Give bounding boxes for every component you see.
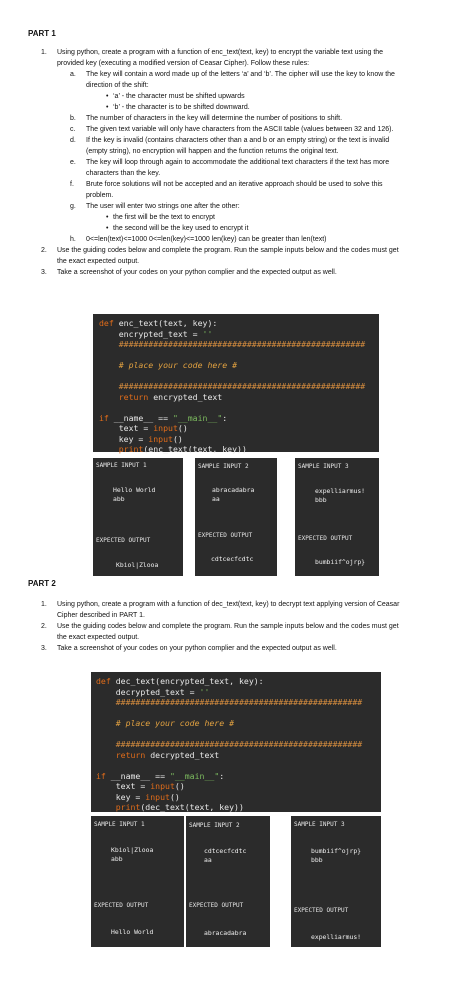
part1-sample-1: SAMPLE INPUT 1 Hello World abb EXPECTED OUTPUT Kbiol|Zlooa (93, 458, 183, 576)
list-item-text: If the key is invalid (contains characters other than a and b or an empty string) or the text is invalid (86, 137, 390, 144)
part2-sample-3: SAMPLE INPUT 3 bumbiif^ojrp} bbb EXPECTED OUTPUT expelliarmus! (291, 816, 381, 947)
list-marker: 2. (41, 247, 47, 254)
list-item-text: direction of the shift: (86, 82, 149, 89)
list-marker: b. (70, 115, 76, 122)
part1-sample-2: SAMPLE INPUT 2 abracadabra aa EXPECTED OUTPUT cdtcecfcdtc (195, 458, 277, 576)
list-item-text: the exact expected output. (57, 634, 140, 641)
list-marker: f. (70, 181, 74, 188)
list-item-text: Using python, create a program with a function of dec_text(text, key) to decrypt text applying version of Ceasar (57, 601, 400, 608)
list-item-text: The key will loop through again to accommodate the additional text characters if the text has more (86, 159, 390, 166)
list-marker: • (106, 104, 109, 111)
sample-input: cdtcecfcdtc aa (204, 847, 247, 864)
list-marker: • (106, 93, 109, 100)
list-item-text: The user will enter two strings one after the other: (86, 203, 240, 210)
list-marker: 1. (41, 601, 47, 608)
sample-input: Kbiol|Zlooa abb (111, 846, 154, 863)
list-item-text: Use the guiding codes below and complete the program. Run the sample inputs below and the codes must get (57, 247, 399, 254)
part2-sample-2: SAMPLE INPUT 2 cdtcecfcdtc aa EXPECTED OUTPUT abracadabra (186, 816, 270, 947)
list-item-text: Cipher described in PART 1. (57, 612, 145, 619)
list-item-text: The key will contain a word made up of the letters ‘a’ and ‘b’. The cipher will use the key to know the (86, 71, 395, 78)
sample-output: Kbiol|Zlooa (116, 561, 159, 569)
list-item-text: ‘a’ - the character must be shifted upwards (113, 93, 245, 100)
list-marker: 3. (41, 269, 47, 276)
list-item-text: ‘b’ - the character is to be shifted downward. (113, 104, 250, 111)
list-marker: • (106, 225, 109, 232)
list-item-text: Take a screenshot of your codes on your python complier and the expected output as well. (57, 645, 337, 652)
part1-heading: PART 1 (28, 29, 56, 38)
list-marker: g. (70, 203, 76, 210)
sample-input: abracadabra aa (212, 486, 255, 503)
part2-sample-1: SAMPLE INPUT 1 Kbiol|Zlooa abb EXPECTED OUTPUT Hello World (91, 816, 184, 947)
list-marker: e. (70, 159, 76, 166)
list-marker: 3. (41, 645, 47, 652)
list-item-text: Use the guiding codes below and complete the program. Run the sample inputs below and the codes must get (57, 623, 399, 630)
list-item-text: problem. (86, 192, 114, 199)
list-marker: h. (70, 236, 76, 243)
list-marker: d. (70, 137, 76, 144)
list-item-text: provided key (executing a modified version of Ceasar Cipher). Follow these rules: (57, 60, 310, 67)
list-item-text: The number of characters in the key will determine the number of positions to shift. (86, 115, 343, 122)
list-item-text: the first will be the text to encrypt (113, 214, 215, 221)
list-item-text: characters than the key. (86, 170, 161, 177)
list-marker: • (106, 214, 109, 221)
sample-input: Hello World abb (113, 486, 156, 503)
part1-code: def enc_text(text, key): encrypted_text = '' ################################################## # place your code here # ################################################## return encrypted_text if __name__ == "__main__": text = input() key = input() print(enc_text(text, key)) (99, 318, 366, 454)
list-marker: c. (70, 126, 76, 133)
sample-output: Hello World (111, 928, 154, 936)
list-marker: a. (70, 71, 76, 78)
part1-code-block (93, 314, 379, 452)
list-item-text: (empty string), no encryption will happen and the function returns the original text. (86, 148, 339, 155)
list-item-text: Brute force solutions will not be accepted and an iterative approach should be used to solve this (86, 181, 383, 188)
list-item-text: the exact expected output. (57, 258, 140, 265)
sample-output: cdtcecfcdtc (211, 555, 254, 563)
part2-heading: PART 2 (28, 579, 56, 588)
part2-code: def dec_text(encrypted_text, key): decrypted_text = '' ################################################## # place your code here # ################################################## return decrypted_text if __name__ == "__main__": text = input() key = input() print(dec_text(text, key)) (96, 676, 363, 812)
list-item-text: the second will be the key used to encrypt it (113, 225, 249, 232)
list-item-text: Take a screenshot of your codes on your python complier and the expected output as well. (57, 269, 337, 276)
list-marker: 2. (41, 623, 47, 630)
list-item-text: 0<=len(text)<=1000 0<=len(key)<=1000 len(key) can be greater than len(text) (86, 236, 327, 243)
sample-output: expelliarmus! (311, 933, 362, 941)
sample-input: expelliarmus! bbb (315, 487, 366, 504)
sample-output: bumbiif^ojrp} (315, 558, 366, 566)
sample-input: bumbiif^ojrp} bbb (311, 847, 362, 864)
part2-code-block (91, 672, 381, 812)
list-item-text: The given text variable will only have characters from the ASCII table (values between 32 and 126). (86, 126, 394, 133)
part1-sample-3: SAMPLE INPUT 3 expelliarmus! bbb EXPECTED OUTPUT bumbiif^ojrp} (295, 458, 379, 576)
list-marker: 1. (41, 49, 47, 56)
list-item-text: Using python, create a program with a function of enc_text(text, key) to encrypt the variable text using the (57, 49, 384, 56)
sample-output: abracadabra (204, 929, 247, 937)
